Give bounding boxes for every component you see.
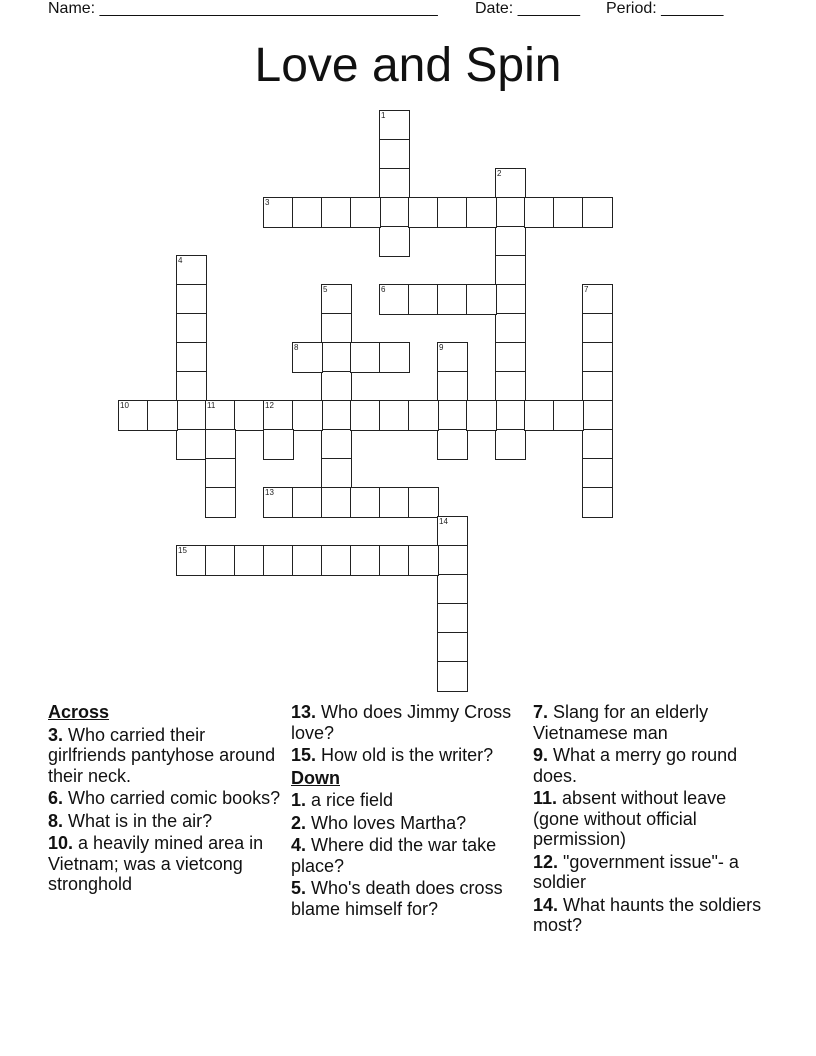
clue-number-6: 6: [381, 285, 386, 294]
grid-cell-r15-c6[interactable]: [292, 545, 323, 576]
grid-cell-r9-c7[interactable]: [321, 371, 352, 402]
clue-across-3: 3. Who carried their girlfriends pantyhose around their neck.: [48, 724, 276, 786]
grid-cell-r12-c7[interactable]: [321, 458, 352, 489]
clue-number-8: 8: [294, 343, 299, 352]
clue-across-8: 8. What is in the air?: [48, 810, 213, 831]
grid-cell-r8-c16[interactable]: [582, 342, 613, 373]
grid-cell-r3-c14[interactable]: [524, 197, 555, 228]
grid-cell-r10-c14[interactable]: [524, 400, 555, 431]
grid-cell-r12-c16[interactable]: [582, 458, 613, 489]
grid-cell-r3-c9[interactable]: [379, 197, 410, 228]
grid-cell-r8-c7[interactable]: [321, 342, 352, 373]
grid-cell-r8-c13[interactable]: [495, 342, 526, 373]
clue-number-12: 12: [265, 401, 274, 410]
grid-cell-r8-c2[interactable]: [176, 342, 207, 373]
clue-number-4: 4: [178, 256, 183, 265]
grid-cell-r7-c2[interactable]: [176, 313, 207, 344]
grid-cell-r13-c6[interactable]: [292, 487, 323, 518]
grid-cell-r13-c10[interactable]: [408, 487, 439, 518]
clue-number-9: 9: [439, 343, 444, 352]
grid-cell-r11-c16[interactable]: [582, 429, 613, 460]
clues-column-2: [291, 702, 527, 921]
grid-cell-r3-c12[interactable]: [466, 197, 497, 228]
grid-cell-r17-c11[interactable]: [437, 603, 468, 634]
grid-cell-r10-c6[interactable]: [292, 400, 323, 431]
clue-number-11: 11: [207, 401, 216, 410]
grid-cell-r8-c9[interactable]: [379, 342, 410, 373]
grid-cell-r8-c8[interactable]: [350, 342, 381, 373]
clue-across-13: 13. Who does Jimmy Cross love?: [291, 702, 512, 743]
clue-number-3: 3: [265, 198, 270, 207]
grid-cell-r7-c13[interactable]: [495, 313, 526, 344]
clue-down-14: 14. What haunts the soldiers most?: [533, 894, 762, 935]
clue-down-5: 5. Who's death does cross blame himself for?: [291, 878, 503, 919]
grid-cell-r3-c16[interactable]: [582, 197, 613, 228]
grid-cell-r2-c9[interactable]: [379, 168, 410, 199]
grid-cell-r15-c9[interactable]: [379, 545, 410, 576]
across-heading: Across: [48, 702, 110, 722]
grid-cell-r19-c11[interactable]: [437, 661, 468, 692]
grid-cell-r3-c8[interactable]: [350, 197, 381, 228]
grid-cell-r13-c9[interactable]: [379, 487, 410, 518]
down-heading: Down: [291, 767, 340, 788]
clue-number-7: 7: [584, 285, 589, 294]
name-field-label[interactable]: Name: ______________________________________: [48, 0, 438, 17]
grid-cell-r9-c11[interactable]: [437, 371, 468, 402]
clue-number-15: 15: [178, 546, 187, 555]
clue-down-4: 4. Where did the war take place?: [291, 835, 497, 876]
grid-cell-r5-c13[interactable]: [495, 255, 526, 286]
grid-cell-r11-c5[interactable]: [263, 429, 294, 460]
grid-cell-r4-c9[interactable]: [379, 226, 410, 257]
clue-down-1: 1. a rice field: [291, 790, 394, 810]
grid-cell-r15-c4[interactable]: [234, 545, 265, 576]
grid-cell-r11-c2[interactable]: [176, 429, 207, 460]
clues-column-1: [48, 702, 284, 897]
grid-cell-r13-c3[interactable]: [205, 487, 236, 518]
grid-cell-r16-c11[interactable]: [437, 574, 468, 605]
grid-cell-r13-c16[interactable]: [582, 487, 613, 518]
grid-cell-r10-c8[interactable]: [350, 400, 381, 431]
clue-across-6: 6. Who carried comic books?: [48, 788, 281, 808]
grid-cell-r15-c11[interactable]: [437, 545, 468, 576]
grid-cell-r13-c8[interactable]: [350, 487, 381, 518]
grid-cell-r11-c11[interactable]: [437, 429, 468, 460]
grid-cell-r10-c15[interactable]: [553, 400, 584, 431]
grid-cell-r9-c16[interactable]: [582, 371, 613, 402]
grid-cell-r10-c16[interactable]: [582, 400, 613, 431]
grid-cell-r10-c10[interactable]: [408, 400, 439, 431]
grid-cell-r3-c6[interactable]: [292, 197, 323, 228]
clue-down-2: 2. Who loves Martha?: [291, 812, 467, 833]
date-field-label[interactable]: Date: _______: [475, 0, 580, 17]
grid-cell-r3-c11[interactable]: [437, 197, 468, 228]
grid-cell-r10-c1[interactable]: [147, 400, 178, 431]
grid-cell-r10-c11[interactable]: [437, 400, 468, 431]
clue-across-10: 10. a heavily mined area in Vietnam; was a vietcong stronghold: [48, 833, 264, 894]
page-title: Love and Spin: [254, 39, 562, 92]
clue-down-12: 12. "government issue"- a soldier: [533, 851, 739, 892]
clues-column-3: [533, 702, 769, 938]
grid-cell-r9-c13[interactable]: [495, 371, 526, 402]
clue-down-11: 11. absent without leave (gone without official permission): [533, 788, 727, 849]
clue-number-13: 13: [265, 488, 274, 497]
grid-cell-r3-c10[interactable]: [408, 197, 439, 228]
grid-cell-r6-c10[interactable]: [408, 284, 439, 315]
grid-cell-r15-c5[interactable]: [263, 545, 294, 576]
clue-number-1: 1: [381, 111, 386, 120]
grid-cell-r6-c11[interactable]: [437, 284, 468, 315]
grid-cell-r7-c7[interactable]: [321, 313, 352, 344]
grid-cell-r18-c11[interactable]: [437, 632, 468, 663]
grid-cell-r15-c7[interactable]: [321, 545, 352, 576]
clue-number-2: 2: [497, 169, 502, 178]
grid-cell-r10-c9[interactable]: [379, 400, 410, 431]
grid-cell-r3-c7[interactable]: [321, 197, 352, 228]
clue-number-14: 14: [439, 517, 448, 526]
grid-cell-r9-c2[interactable]: [176, 371, 207, 402]
grid-cell-r3-c15[interactable]: [553, 197, 584, 228]
grid-cell-r11-c7[interactable]: [321, 429, 352, 460]
grid-cell-r6-c12[interactable]: [466, 284, 497, 315]
grid-cell-r10-c2[interactable]: [176, 400, 207, 431]
period-field-label[interactable]: Period: _______: [606, 0, 724, 17]
clue-down-7: 7. Slang for an elderly Vietnamese man: [533, 702, 709, 743]
grid-cell-r4-c13[interactable]: [495, 226, 526, 257]
grid-cell-r11-c13[interactable]: [495, 429, 526, 460]
grid-cell-r6-c13[interactable]: [495, 284, 526, 315]
grid-cell-r15-c3[interactable]: [205, 545, 236, 576]
grid-cell-r10-c12[interactable]: [466, 400, 497, 431]
grid-cell-r1-c9[interactable]: [379, 139, 410, 170]
grid-cell-r6-c2[interactable]: [176, 284, 207, 315]
grid-cell-r12-c3[interactable]: [205, 458, 236, 489]
grid-cell-r10-c13[interactable]: [495, 400, 526, 431]
grid-cell-r15-c10[interactable]: [408, 545, 439, 576]
grid-cell-r10-c4[interactable]: [234, 400, 265, 431]
clue-number-5: 5: [323, 285, 328, 294]
grid-cell-r10-c7[interactable]: [321, 400, 352, 431]
clue-across-15: 15. How old is the writer?: [291, 745, 494, 765]
clue-number-10: 10: [120, 401, 129, 410]
grid-cell-r15-c8[interactable]: [350, 545, 381, 576]
grid-cell-r13-c7[interactable]: [321, 487, 352, 518]
grid-cell-r3-c13[interactable]: [495, 197, 526, 228]
grid-cell-r7-c16[interactable]: [582, 313, 613, 344]
grid-cell-r11-c3[interactable]: [205, 429, 236, 460]
clue-down-9: 9. What a merry go round does.: [533, 745, 738, 786]
